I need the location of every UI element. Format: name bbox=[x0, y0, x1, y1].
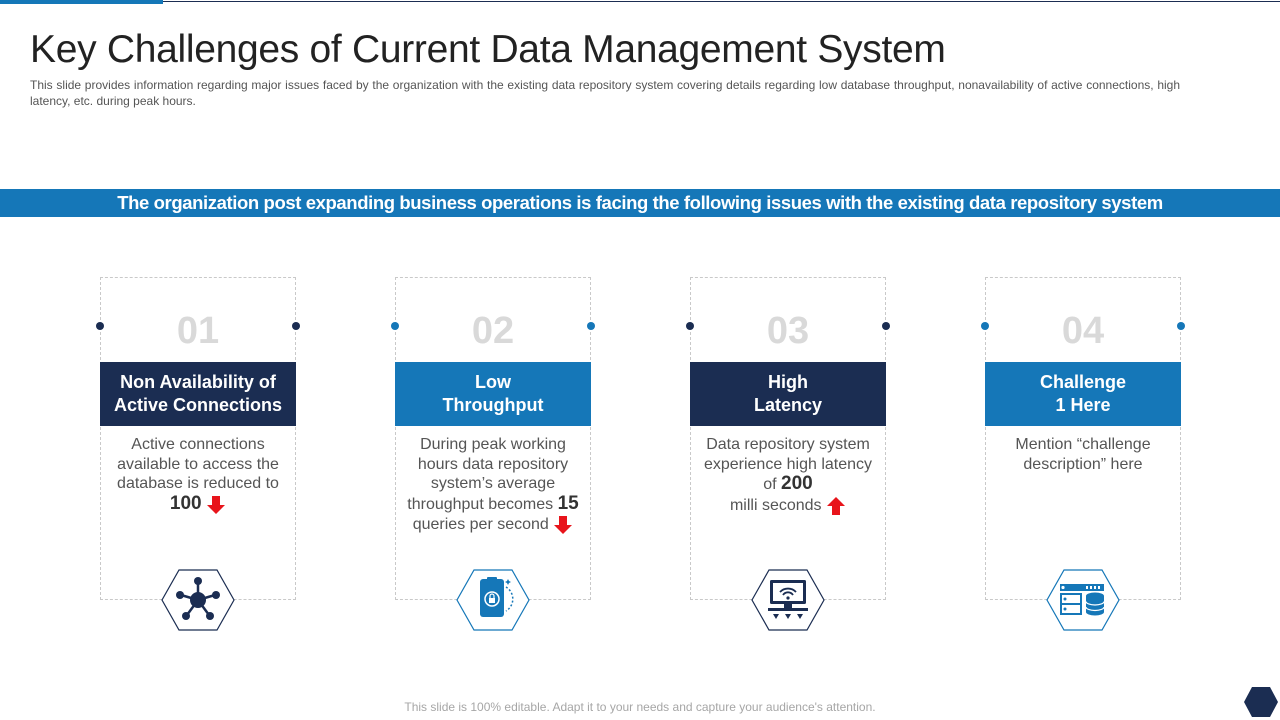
banner-text: The organization post expanding business operations is facing the following issues with the existing data repository system bbox=[117, 192, 1163, 213]
arrow-down-icon bbox=[553, 514, 573, 536]
challenge-value: 200 bbox=[781, 473, 813, 494]
top-rule-line bbox=[163, 1, 1280, 2]
challenge-value: 15 bbox=[557, 492, 579, 514]
description-suffix: milli seconds bbox=[729, 496, 822, 514]
slide-subtitle: This slide provides information regarding major issues faced by the organization with the existing data repository system covering details regarding low database throughput, nonavailability of active connections, high latency, etc. during peak hours. bbox=[30, 78, 1180, 108]
challenge-heading: Non Availability of Active Connections bbox=[100, 362, 296, 426]
top-rule bbox=[0, 0, 1280, 4]
challenge-card-4 bbox=[985, 277, 1181, 600]
arrow-down-icon bbox=[206, 494, 226, 516]
challenge-number: 03 bbox=[766, 310, 810, 352]
network-hub-icon bbox=[161, 569, 235, 631]
challenge-heading: Challenge 1 Here bbox=[985, 362, 1181, 426]
arrow-up-icon bbox=[826, 495, 846, 517]
wireless-computer-icon bbox=[751, 569, 825, 631]
challenge-heading: Low Throughput bbox=[395, 362, 591, 426]
issues-banner bbox=[0, 189, 1280, 217]
challenge-card-2 bbox=[395, 277, 591, 600]
challenge-description bbox=[993, 435, 1173, 474]
challenge-heading: High Latency bbox=[690, 362, 886, 426]
top-rule-accent bbox=[0, 0, 163, 4]
description-text: Active connections available to access the database is reduced to bbox=[117, 436, 279, 492]
description-text: Mention “challenge description” here bbox=[1015, 436, 1151, 473]
slide-title: Key Challenges of Current Data Management System bbox=[30, 28, 946, 71]
challenge-description bbox=[698, 435, 878, 517]
description-text: Data repository system experience high latency of bbox=[703, 436, 873, 493]
corner-hexagon-icon bbox=[1243, 686, 1279, 718]
challenge-card-3 bbox=[690, 277, 886, 600]
challenge-description bbox=[108, 435, 288, 516]
database-server-icon bbox=[1046, 569, 1120, 631]
challenge-number: 04 bbox=[1061, 310, 1105, 352]
challenge-number: 02 bbox=[471, 310, 515, 352]
challenge-card-1 bbox=[100, 277, 296, 600]
challenge-number: 01 bbox=[176, 310, 220, 352]
challenge-value: 100 bbox=[169, 492, 202, 514]
challenge-description bbox=[403, 435, 583, 536]
secure-device-icon bbox=[456, 569, 530, 631]
slide-footer: This slide is 100% editable. Adapt it to your needs and capture your audience's attention. bbox=[404, 700, 876, 714]
description-text: During peak working hours data repository system’s average throughput becomes bbox=[407, 436, 569, 513]
description-suffix: queries per second bbox=[412, 516, 549, 534]
